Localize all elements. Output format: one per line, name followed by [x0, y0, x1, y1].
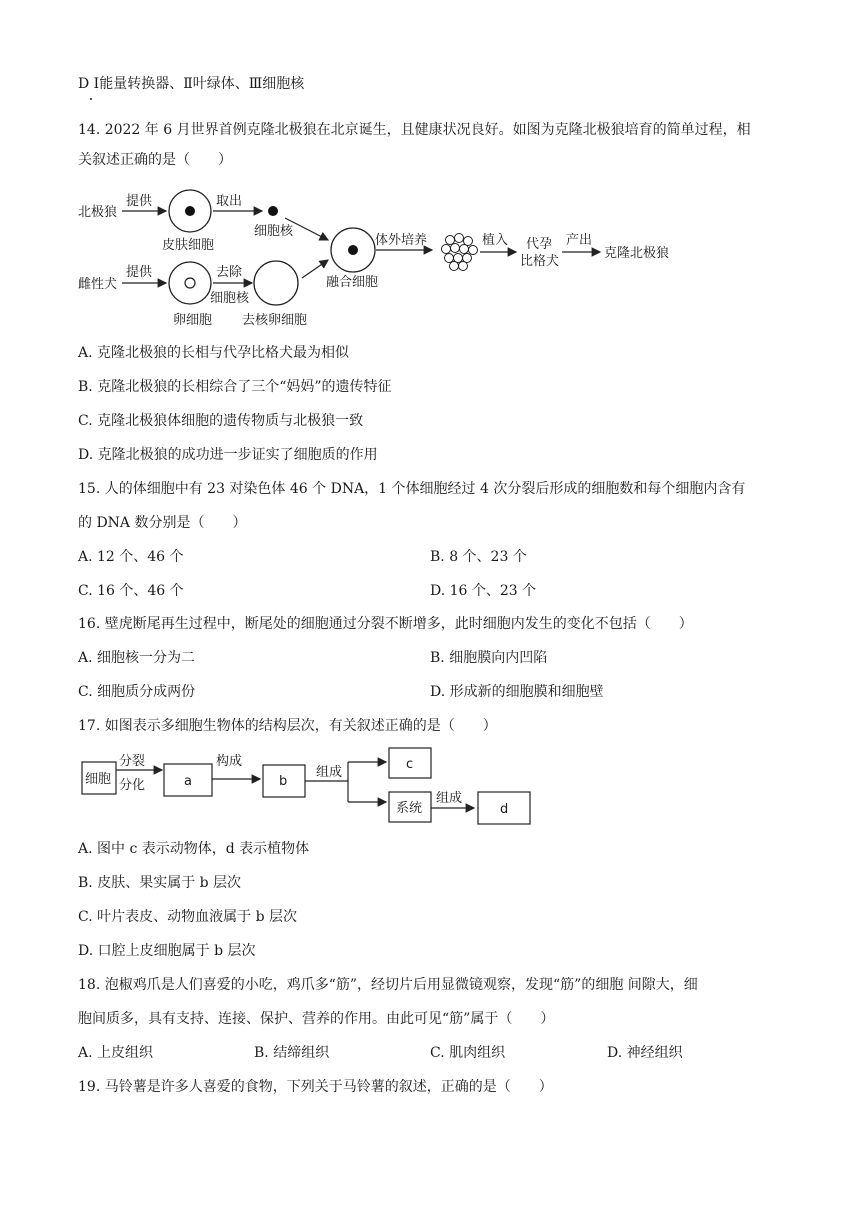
label-cell: 细胞 — [85, 772, 112, 787]
q16-option-b: B. 细胞膜向内凹陷 — [430, 650, 548, 666]
label-surrogate-line2: 比格犬 — [520, 254, 560, 269]
q17-stem: 17. 如图表示多细胞生物体的结构层次，有关叙述正确的是（ ） — [78, 718, 497, 734]
q16-option-c: C. 细胞质分成两份 — [78, 684, 196, 700]
q14-stem-line2: 关叙述正确的是（ ） — [78, 152, 232, 168]
q17-option-c: C. 叶片表皮、动物血液属于 b 层次 — [78, 909, 297, 925]
q18-option-d: D. 神经组织 — [607, 1045, 683, 1061]
label-skin-cell: 皮肤细胞 — [162, 238, 215, 253]
label-culture: 体外培养 — [375, 233, 428, 248]
structure-levels-diagram — [78, 746, 538, 830]
enucleated-egg-shape — [254, 261, 298, 305]
label-system: 系统 — [396, 801, 423, 816]
nucleus-dot — [268, 206, 278, 216]
embryo-cluster — [442, 234, 478, 271]
label-dog: 雌性犬 — [78, 277, 118, 292]
label-remove: 去除 — [216, 265, 243, 280]
label-enucleated-egg: 去核卵细胞 — [242, 313, 308, 328]
q18-stem-line1: 18. 泡椒鸡爪是人们喜爱的小吃，鸡爪多“筋”，经切片后用显微镜观察，发现“筋”的细胞 间隙大，细 — [78, 977, 698, 993]
label-wolf: 北极狼 — [78, 205, 118, 220]
fused-cell-nucleus — [348, 245, 358, 255]
label-provide2: 提供 — [126, 265, 153, 280]
label-result: 克隆北极狼 — [604, 246, 670, 261]
label-d: d — [500, 802, 509, 817]
label-nucleus: 细胞核 — [254, 224, 294, 239]
q15-option-c: C. 16 个、46 个 — [78, 583, 184, 599]
q14-option-b: B. 克隆北极狼的长相综合了三个“妈妈”的遗传特征 — [78, 379, 392, 395]
q15-stem-line1: 15. 人的体细胞中有 23 对染色体 46 个 DNA，1 个体细胞经过 4 次分裂后形成的细胞数和每个细胞内含有 — [78, 481, 746, 497]
label-take-out: 取出 — [216, 194, 243, 209]
q17-option-b: B. 皮肤、果实属于 b 层次 — [78, 875, 242, 891]
q19-stem: 19. 马铃薯是许多人喜爱的食物，下列关于马铃薯的叙述，正确的是（ ） — [78, 1079, 553, 1095]
q14-option-c: C. 克隆北极狼体细胞的遗传物质与北极狼一致 — [78, 413, 364, 429]
label-remove-nucleus: 细胞核 — [210, 291, 250, 306]
q18-option-a: A. 上皮组织 — [78, 1045, 154, 1061]
q15-stem-line2: 的 DNA 数分别是（ ） — [78, 515, 247, 531]
q15-option-d: D. 16 个、23 个 — [430, 583, 537, 599]
label-implant: 植入 — [482, 233, 509, 248]
emphasis-dot — [90, 98, 92, 100]
label-produce: 产出 — [566, 233, 593, 248]
label-b: b — [279, 774, 288, 789]
q14-option-a: A. 克隆北极狼的长相与代孕比格犬最为相似 — [78, 345, 350, 361]
q18-stem-line2: 胞间质多，具有支持、连接、保护、营养的作用。由此可见“筋”属于（ ） — [78, 1011, 555, 1027]
label-fused-cell: 融合细胞 — [326, 275, 379, 290]
label-divide: 分裂 — [119, 754, 146, 769]
q17-option-d: D. 口腔上皮细胞属于 b 层次 — [78, 943, 256, 959]
q13-option-d: D Ⅰ能量转换器、Ⅱ叶绿体、Ⅲ细胞核 — [78, 76, 305, 92]
egg-cell-nucleus — [185, 278, 195, 288]
label-a: a — [184, 774, 192, 789]
label-c: c — [406, 757, 414, 772]
q16-option-d: D. 形成新的细胞膜和细胞壁 — [430, 684, 604, 700]
q17-option-a: A. 图中 c 表示动物体，d 表示植物体 — [78, 841, 310, 857]
q14-stem-line1: 14. 2022 年 6 月世界首例克隆北极狼在北京诞生，且健康状况良好。如图为克隆北极狼培育的简单过程，相 — [78, 122, 751, 138]
q18-option-c: C. 肌肉组织 — [430, 1045, 506, 1061]
label-egg: 卵细胞 — [173, 313, 213, 328]
label-compose2: 组成 — [316, 765, 343, 780]
q18-option-b: B. 结缔组织 — [254, 1045, 330, 1061]
q16-option-a: A. 细胞核一分为二 — [78, 650, 196, 666]
label-compose3: 组成 — [436, 791, 463, 806]
q15-option-b: B. 8 个、23 个 — [430, 549, 527, 565]
q16-stem: 16. 壁虎断尾再生过程中，断尾处的细胞通过分裂不断增多，此时细胞内发生的变化不包括（ ） — [78, 616, 693, 632]
q14-option-d: D. 克隆北极狼的成功进一步证实了细胞质的作用 — [78, 447, 378, 463]
label-provide1: 提供 — [126, 194, 153, 209]
label-surrogate-line1: 代孕 — [526, 237, 553, 252]
label-differentiate: 分化 — [119, 778, 146, 793]
skin-cell-nucleus — [185, 206, 195, 216]
q15-option-a: A. 12 个、46 个 — [78, 549, 184, 565]
cloning-diagram — [70, 178, 690, 333]
label-compose1: 构成 — [216, 754, 243, 769]
